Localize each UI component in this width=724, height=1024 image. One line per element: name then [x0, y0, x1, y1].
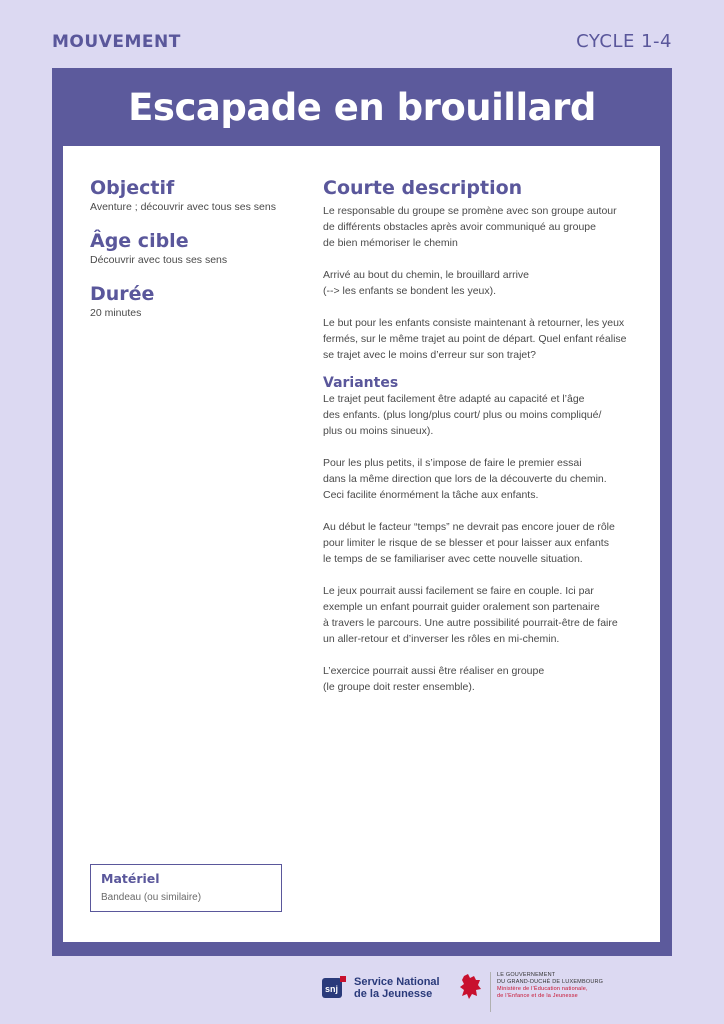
- description-heading: Courte description: [323, 177, 523, 199]
- red-lion-icon: [458, 972, 484, 1002]
- duree-text: 20 minutes: [90, 307, 142, 319]
- variantes-paragraph: Au début le facteur “temps” ne devrait pas encore jouer de rôle pour limiter le risque de se blesser et pour laisser aux enfants le temps de se familiariser avec cette nouvelle situation.: [323, 521, 615, 565]
- description-paragraph: Arrivé au bout du chemin, le brouillard arrive (--> les enfants se bondent les yeux).: [323, 269, 530, 297]
- snj-name: [354, 976, 440, 1000]
- snj-line: de la Jeunesse: [354, 988, 433, 1000]
- activity-frame: [52, 68, 672, 956]
- age-section: [90, 230, 300, 268]
- right-column: [323, 177, 643, 711]
- objectif-heading: Objectif: [90, 177, 175, 199]
- category-label: MOUVEMENT: [52, 32, 181, 52]
- materiel-text: Bandeau (ou similaire): [101, 892, 202, 903]
- description-paragraph: Le responsable du groupe se promène avec son groupe autour de différents obstacles après avoir communiqué au groupe de bien mémoriser le chemin: [323, 205, 617, 249]
- age-heading: Âge cible: [90, 230, 189, 252]
- objectif-section: [90, 177, 300, 215]
- variantes-heading: Variantes: [323, 375, 399, 391]
- age-text: Découvrir avec tous ses sens: [90, 254, 228, 266]
- variantes-paragraph: Pour les plus petits, il s’impose de faire le premier essai dans la même direction que lors de la découverte du chemin. Ceci facilite énormément la tâche aux enfants.: [323, 457, 607, 501]
- description-paragraph: Le but pour les enfants consiste maintenant à retourner, les yeux fermés, sur le même trajet au point de départ. Quel enfant réalise se trajet avec le moins d’erreur sur son trajet?: [323, 317, 627, 361]
- left-column: [90, 177, 300, 336]
- svg-text:snj: snj: [325, 984, 339, 994]
- content-card: [63, 146, 660, 942]
- divider: [490, 972, 491, 1012]
- gov-line: DU GRAND-DUCHÉ DE LUXEMBOURG: [497, 979, 604, 985]
- government-logo-block: [458, 972, 603, 1012]
- snj-line: Service National: [354, 976, 440, 988]
- page-title: Escapade en brouillard: [128, 86, 596, 129]
- snj-logo-icon: [322, 976, 348, 1000]
- variantes-paragraph: Le trajet peut facilement être adapté au capacité et l’âge des enfants. (plus long/plus court/ plus ou moins compliqué/ plus ou moins sinueux).: [323, 393, 602, 437]
- variantes-paragraph: Le jeux pourrait aussi facilement se faire en couple. Ici par exemple un enfant pourrait guider oralement son partenaire à travers le parcours. Une autre possibilité pourrait-être de faire un aller-retour et d’inverser les rôles en mi-chemin.: [323, 585, 618, 645]
- duree-section: [90, 283, 300, 321]
- materiel-box: [90, 864, 282, 912]
- gov-ministry-line: Ministère de l’Éducation nationale,: [497, 986, 588, 992]
- duree-heading: Durée: [90, 283, 155, 305]
- gov-ministry-line: de l’Enfance et de la Jeunesse: [497, 993, 578, 999]
- materiel-heading: Matériel: [101, 871, 160, 886]
- variantes-paragraph: L’exercice pourrait aussi être réaliser en groupe (le groupe doit rester ensemble).: [323, 665, 545, 693]
- gov-line: LE GOUVERNEMENT: [497, 972, 556, 978]
- snj-logo-block: [322, 976, 440, 1000]
- government-text: [497, 972, 603, 1000]
- cycle-label: CYCLE 1-4: [576, 31, 672, 52]
- objectif-text: Aventure ; découvrir avec tous ses sens: [90, 201, 276, 213]
